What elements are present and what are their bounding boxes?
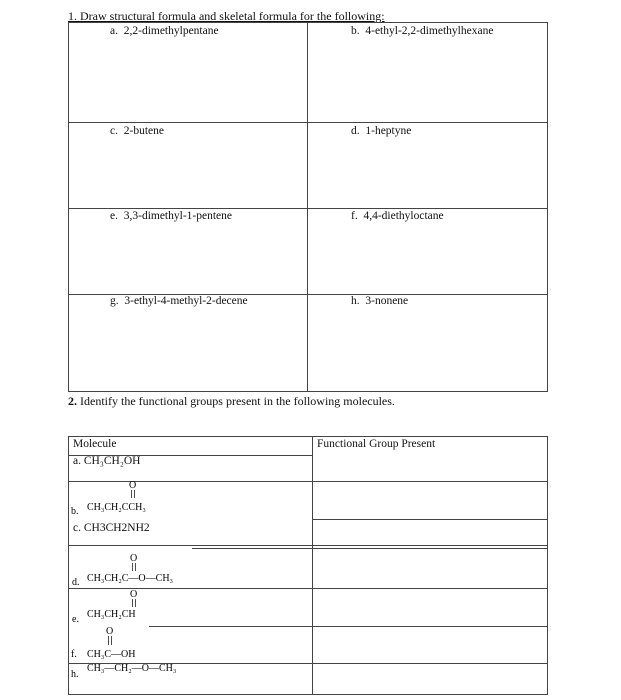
grid-divider bbox=[69, 122, 547, 123]
grid-divider bbox=[69, 208, 547, 209]
oxygen-label: O bbox=[130, 553, 138, 564]
item-letter: d. bbox=[351, 125, 360, 137]
item-g bbox=[110, 295, 248, 307]
formula: CH₃—CH₂—O—CH₃ bbox=[87, 663, 177, 674]
item-letter: a. bbox=[110, 25, 118, 37]
table-divider bbox=[312, 437, 313, 694]
row-letter: e. bbox=[72, 614, 79, 625]
formula: CH₃CH₂CCH₃ bbox=[87, 502, 146, 513]
table-divider bbox=[312, 626, 547, 627]
item-b bbox=[351, 25, 493, 37]
row-letter: h. bbox=[71, 669, 79, 680]
row-letter: b. bbox=[71, 506, 79, 516]
table-divider bbox=[192, 548, 547, 549]
item-letter: c. bbox=[110, 125, 118, 137]
row-letter: f. bbox=[71, 649, 77, 660]
item-a bbox=[110, 25, 219, 37]
formula: CH₃C—OH bbox=[87, 649, 136, 660]
item-f bbox=[351, 210, 444, 222]
item-letter: h. bbox=[351, 295, 360, 307]
item-name: 1-heptyne bbox=[365, 125, 412, 137]
oxygen-label: O bbox=[129, 480, 137, 491]
item-name: 3-ethyl-4-methyl-2-decene bbox=[124, 295, 248, 307]
item-name: 3-nonene bbox=[365, 295, 409, 307]
item-letter: g. bbox=[110, 295, 119, 307]
item-letter: e. bbox=[110, 210, 118, 222]
item-name: 2,2-dimethylpentane bbox=[123, 25, 219, 37]
question-2-title bbox=[68, 394, 395, 409]
molecule-h bbox=[68, 660, 243, 680]
item-name: 4,4-diethyloctane bbox=[363, 210, 444, 222]
question-1-title: 1. Draw structural formula and skeletal formula for the following: bbox=[68, 9, 385, 23]
item-letter: b. bbox=[351, 25, 360, 37]
formula: CH₃CH₂C—O—CH₃ bbox=[87, 573, 174, 584]
question-1-grid bbox=[68, 22, 548, 392]
molecule-a: a. CH₃CH₂OH bbox=[73, 455, 141, 467]
formula: CH₃CH₂CH bbox=[87, 609, 136, 620]
molecule-e bbox=[68, 586, 243, 626]
grid-divider bbox=[307, 23, 308, 391]
row-letter: d. bbox=[72, 577, 80, 588]
item-name: 4-ethyl-2,2-dimethylhexane bbox=[365, 25, 494, 37]
oxygen-label: O bbox=[106, 626, 114, 637]
table-divider bbox=[69, 545, 547, 546]
item-name: 3,3-dimethyl-1-pentene bbox=[123, 210, 232, 222]
item-d bbox=[351, 125, 411, 137]
item-e bbox=[110, 210, 232, 222]
header-molecule: Molecule bbox=[73, 438, 117, 450]
question-number: 2. bbox=[68, 394, 77, 408]
molecule-f bbox=[68, 623, 243, 663]
molecule-d bbox=[68, 549, 243, 589]
item-h bbox=[351, 295, 408, 307]
item-letter: f. bbox=[351, 210, 358, 222]
item-name: 2-butene bbox=[123, 125, 164, 137]
molecule-c: c. CH3CH2NH2 bbox=[73, 522, 150, 534]
molecule-b bbox=[68, 476, 243, 516]
question-text: Identify the functional groups present in the following molecules. bbox=[80, 394, 395, 408]
oxygen-label: O bbox=[130, 589, 138, 600]
table-divider bbox=[312, 519, 547, 520]
header-functional-group: Functional Group Present bbox=[317, 438, 436, 450]
item-c bbox=[110, 125, 164, 137]
